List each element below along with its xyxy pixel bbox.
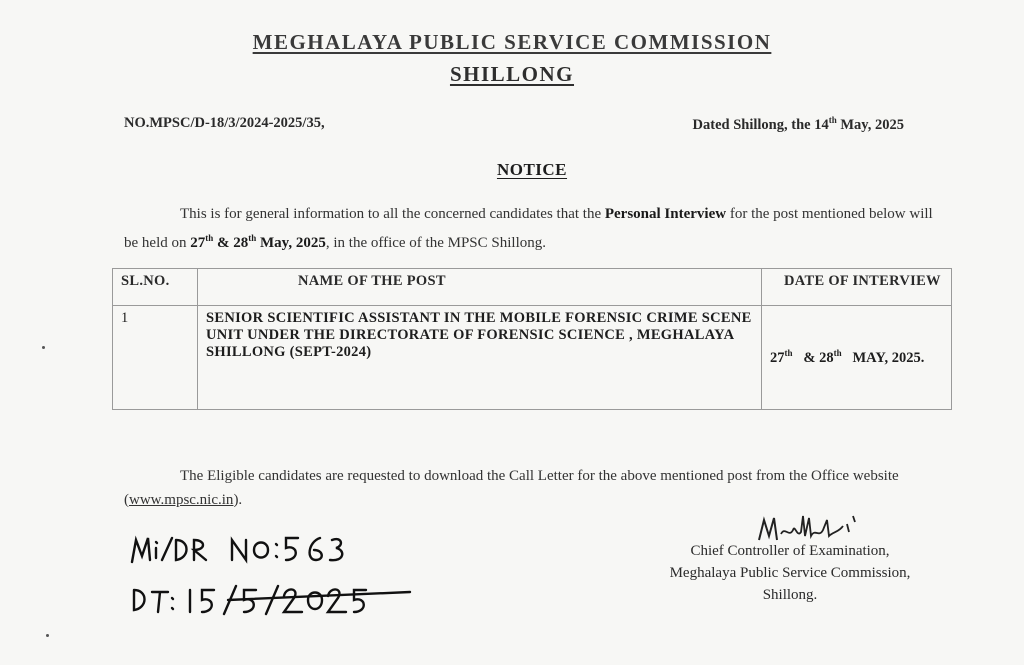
table-header-row bbox=[113, 269, 952, 306]
org-header: MEGHALAYA PUBLIC SERVICE COMMISSION bbox=[252, 30, 772, 54]
table-row bbox=[113, 306, 952, 410]
closing-paragraph: The Eligible candidates are requested to download the Call Letter for the above mentioned post from the Office website (www.mpsc.nic.in). bbox=[124, 468, 899, 508]
speck-mark bbox=[42, 346, 45, 349]
reference-number: NO.MPSC/D-18/3/2024-2025/35, bbox=[124, 115, 325, 131]
cell-interview-date: 27th & 28th MAY, 2025. bbox=[762, 306, 952, 410]
city-header: SHILLONG bbox=[449, 62, 575, 86]
intro-paragraph: This is for general information to all the concerned candidates that the Personal Interview for the post mentioned below will be held on 27th & 28th May, 2025, in the office of the MPSC Shillong. bbox=[124, 206, 933, 251]
cell-post-name: SENIOR SCIENTIFIC ASSISTANT IN THE MOBILE FORENSIC CRIME SCENE UNIT UNDER THE DIRECTORATE OF FORENSIC SCIENCE , MEGHALAYA SHILLONG (SEPT-2024) bbox=[198, 306, 762, 410]
signatory-title: Chief Controller of Examination, bbox=[690, 543, 890, 559]
signatory-block bbox=[610, 540, 970, 606]
signatory-org: Meghalaya Public Service Commission, bbox=[669, 565, 911, 581]
dated-line: Dated Shillong, the 14th May, 2025 bbox=[692, 115, 904, 133]
header-interview-date: DATE OF INTERVIEW bbox=[762, 269, 952, 306]
interview-table bbox=[112, 268, 952, 410]
header-sl-no: SL.NO. bbox=[113, 269, 198, 306]
signatory-city: Shillong. bbox=[762, 587, 818, 603]
handwritten-note bbox=[128, 528, 428, 618]
header-post-name: NAME OF THE POST bbox=[198, 269, 762, 306]
notice-title: NOTICE bbox=[496, 160, 568, 179]
cell-sl-no: 1 bbox=[113, 306, 198, 410]
website-link[interactable]: www.mpsc.nic.in bbox=[129, 492, 234, 508]
speck-mark bbox=[46, 634, 49, 637]
